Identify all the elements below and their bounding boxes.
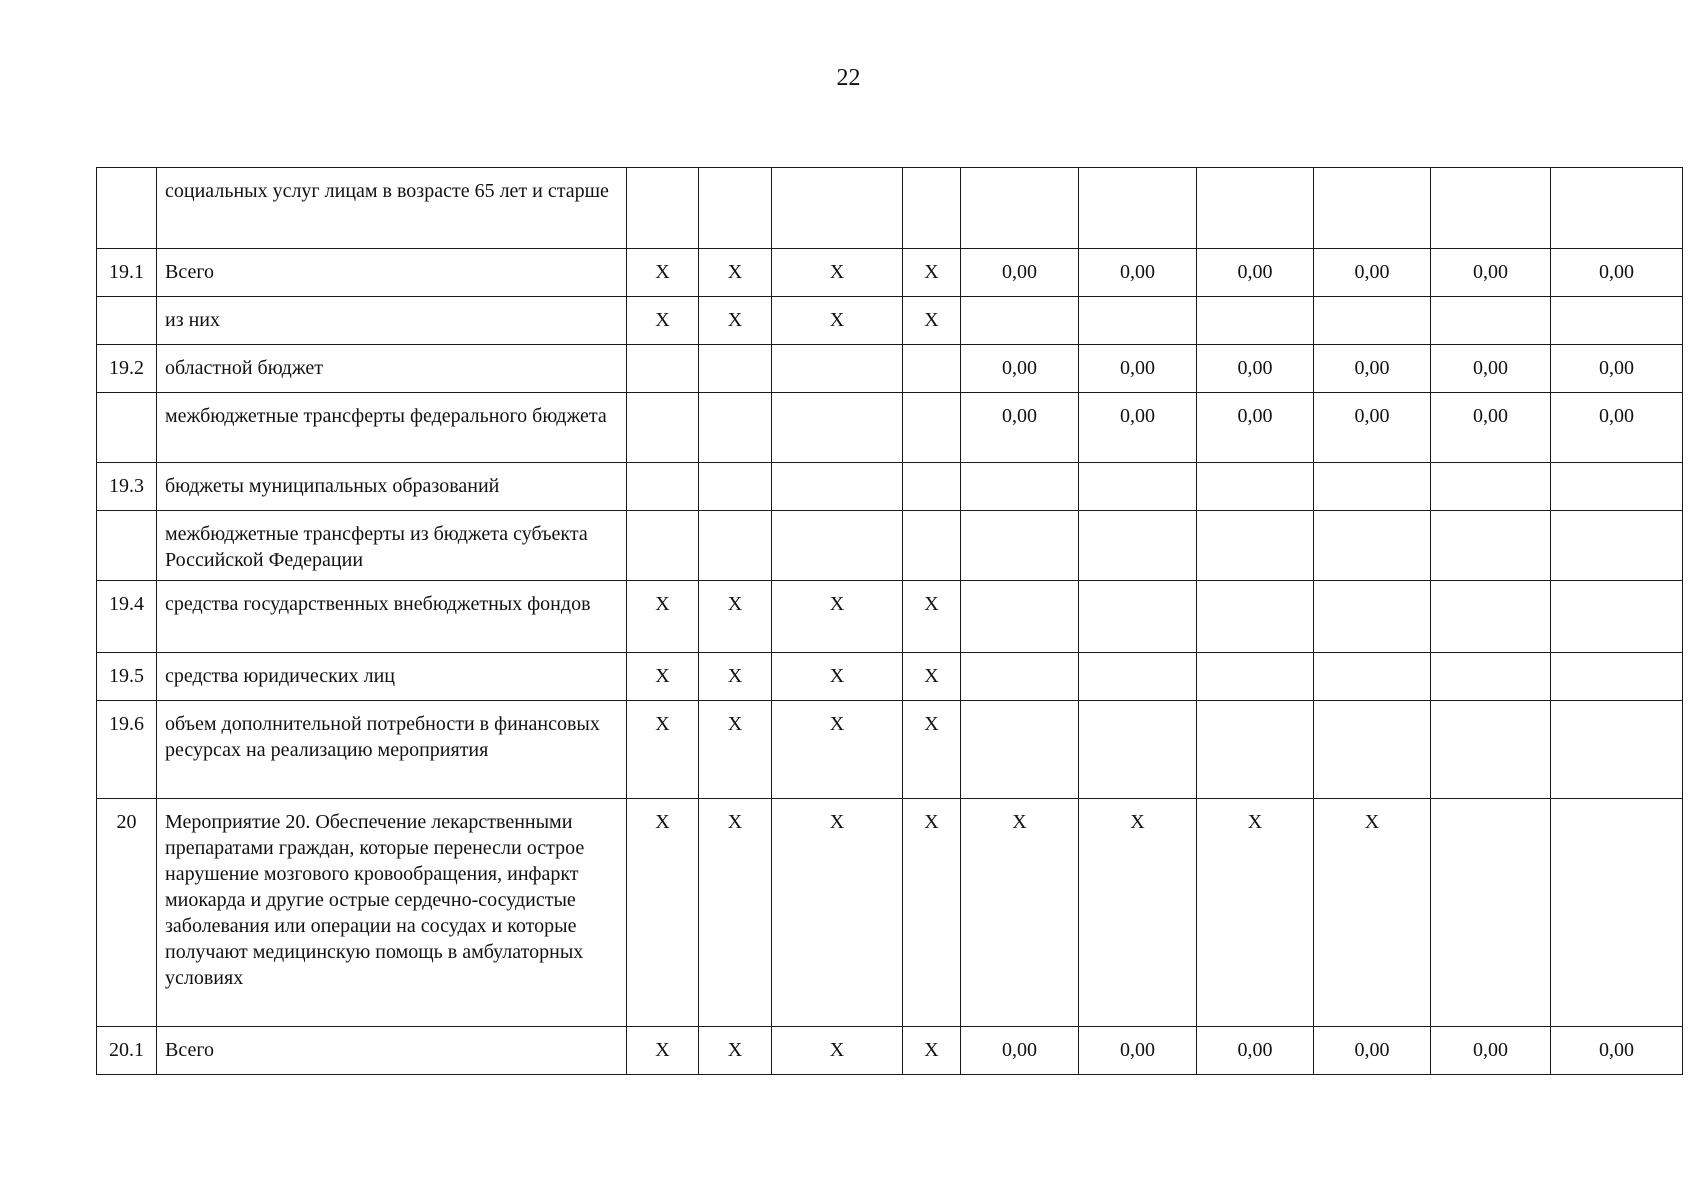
value-cell — [772, 345, 903, 393]
value-cell — [1431, 297, 1551, 345]
value-cell — [699, 393, 772, 463]
value-cell — [772, 393, 903, 463]
value-cell: Х — [903, 581, 961, 653]
value-cell — [1079, 653, 1197, 701]
value-cell: 0,00 — [961, 1027, 1079, 1075]
value-cell — [903, 511, 961, 581]
row-number-cell — [97, 168, 157, 249]
row-description-cell: межбюджетные трансферты федерального бюджета — [157, 393, 627, 463]
financing-table — [96, 167, 1683, 1075]
value-cell — [1197, 581, 1314, 653]
value-cell: 0,00 — [1551, 249, 1683, 297]
row-number-cell: 19.2 — [97, 345, 157, 393]
value-cell: 0,00 — [961, 393, 1079, 463]
value-cell — [1197, 168, 1314, 249]
value-cell — [1197, 297, 1314, 345]
value-cell: 0,00 — [1551, 393, 1683, 463]
value-cell: Х — [699, 701, 772, 799]
value-cell — [1314, 168, 1431, 249]
value-cell — [961, 168, 1079, 249]
value-cell: 0,00 — [1551, 1027, 1683, 1075]
value-cell: Х — [627, 701, 699, 799]
value-cell — [699, 168, 772, 249]
value-cell: Х — [699, 1027, 772, 1075]
value-cell — [627, 345, 699, 393]
value-cell: 0,00 — [1314, 249, 1431, 297]
value-cell: Х — [1197, 799, 1314, 1027]
value-cell: Х — [903, 249, 961, 297]
value-cell: Х — [961, 799, 1079, 1027]
value-cell: Х — [627, 1027, 699, 1075]
table-row — [97, 701, 1683, 799]
page-number: 22 — [836, 65, 861, 91]
table-row — [97, 1027, 1683, 1075]
value-cell: 0,00 — [961, 249, 1079, 297]
value-cell: Х — [699, 297, 772, 345]
financing-table-container — [96, 167, 1683, 1075]
row-number-cell — [97, 393, 157, 463]
table-row — [97, 393, 1683, 463]
row-description-cell: из них — [157, 297, 627, 345]
value-cell — [1079, 581, 1197, 653]
value-cell — [1551, 168, 1683, 249]
table-row — [97, 581, 1683, 653]
value-cell: 0,00 — [1551, 345, 1683, 393]
value-cell — [961, 511, 1079, 581]
value-cell — [627, 463, 699, 511]
value-cell: 0,00 — [961, 345, 1079, 393]
row-description-cell: межбюджетные трансферты из бюджета субъекта Российской Федерации — [157, 511, 627, 581]
row-description-cell: Всего — [157, 1027, 627, 1075]
value-cell — [1431, 463, 1551, 511]
value-cell: Х — [699, 653, 772, 701]
row-number-cell: 20 — [97, 799, 157, 1027]
value-cell — [1197, 463, 1314, 511]
table-row — [97, 799, 1683, 1027]
value-cell: Х — [627, 249, 699, 297]
value-cell — [1431, 168, 1551, 249]
row-number-cell: 20.1 — [97, 1027, 157, 1075]
value-cell: Х — [772, 1027, 903, 1075]
value-cell — [1079, 297, 1197, 345]
value-cell — [1079, 463, 1197, 511]
row-number-cell: 19.5 — [97, 653, 157, 701]
value-cell — [699, 511, 772, 581]
value-cell: Х — [627, 653, 699, 701]
row-number-cell: 19.3 — [97, 463, 157, 511]
value-cell: Х — [1079, 799, 1197, 1027]
row-number-cell — [97, 511, 157, 581]
value-cell: 0,00 — [1079, 345, 1197, 393]
value-cell — [903, 393, 961, 463]
value-cell — [1431, 701, 1551, 799]
value-cell: Х — [903, 297, 961, 345]
value-cell — [903, 345, 961, 393]
value-cell — [627, 393, 699, 463]
value-cell — [961, 463, 1079, 511]
value-cell — [903, 463, 961, 511]
value-cell — [1431, 653, 1551, 701]
table-row — [97, 345, 1683, 393]
value-cell: 0,00 — [1197, 393, 1314, 463]
value-cell — [961, 653, 1079, 701]
value-cell — [699, 463, 772, 511]
value-cell: Х — [903, 1027, 961, 1075]
value-cell — [627, 511, 699, 581]
value-cell — [1551, 463, 1683, 511]
value-cell — [1551, 653, 1683, 701]
row-number-cell: 19.1 — [97, 249, 157, 297]
value-cell: 0,00 — [1197, 249, 1314, 297]
value-cell: Х — [772, 653, 903, 701]
value-cell: Х — [903, 653, 961, 701]
table-body — [97, 168, 1683, 1075]
value-cell — [1314, 701, 1431, 799]
value-cell — [1314, 511, 1431, 581]
value-cell: 0,00 — [1197, 1027, 1314, 1075]
row-description-cell: бюджеты муниципальных образований — [157, 463, 627, 511]
value-cell — [1079, 168, 1197, 249]
table-row — [97, 249, 1683, 297]
value-cell — [1314, 581, 1431, 653]
row-description-cell: средства юридических лиц — [157, 653, 627, 701]
value-cell — [627, 168, 699, 249]
table-row — [97, 511, 1683, 581]
value-cell — [1314, 297, 1431, 345]
value-cell — [961, 297, 1079, 345]
value-cell: 0,00 — [1314, 345, 1431, 393]
value-cell — [961, 701, 1079, 799]
value-cell: Х — [627, 799, 699, 1027]
value-cell — [699, 345, 772, 393]
value-cell — [1551, 297, 1683, 345]
value-cell: 0,00 — [1314, 393, 1431, 463]
value-cell — [1431, 799, 1551, 1027]
table-row — [97, 653, 1683, 701]
row-description-cell: социальных услуг лицам в возрасте 65 лет и старше — [157, 168, 627, 249]
value-cell — [772, 463, 903, 511]
value-cell: Х — [699, 249, 772, 297]
value-cell — [961, 581, 1079, 653]
value-cell: Х — [903, 799, 961, 1027]
value-cell: 0,00 — [1431, 345, 1551, 393]
value-cell — [1431, 511, 1551, 581]
value-cell: Х — [772, 249, 903, 297]
value-cell — [903, 168, 961, 249]
value-cell: Х — [1314, 799, 1431, 1027]
value-cell — [772, 511, 903, 581]
value-cell: Х — [903, 701, 961, 799]
value-cell: Х — [699, 799, 772, 1027]
row-description-cell: средства государственных внебюджетных фондов — [157, 581, 627, 653]
value-cell: Х — [772, 701, 903, 799]
value-cell — [772, 168, 903, 249]
value-cell: Х — [772, 799, 903, 1027]
row-description-cell: областной бюджет — [157, 345, 627, 393]
value-cell: Х — [627, 297, 699, 345]
value-cell: 0,00 — [1431, 249, 1551, 297]
value-cell — [1551, 581, 1683, 653]
value-cell — [1197, 511, 1314, 581]
value-cell: 0,00 — [1079, 249, 1197, 297]
value-cell: Х — [772, 297, 903, 345]
row-description-cell: объем дополнительной потребности в финансовых ресурсах на реализацию мероприятия — [157, 701, 627, 799]
row-description-cell: Мероприятие 20. Обеспечение лекарственными препаратами граждан, которые перенесли острое нарушение мозгового кровообращения, инфаркт миокарда и другие острые сердечно-сосудистые заболевания или операции на сосудах и которые получают медицинскую помощь в амбулаторных условиях — [157, 799, 627, 1027]
value-cell: Х — [699, 581, 772, 653]
row-number-cell: 19.4 — [97, 581, 157, 653]
value-cell — [1551, 511, 1683, 581]
value-cell — [1431, 581, 1551, 653]
value-cell — [1197, 653, 1314, 701]
table-row — [97, 297, 1683, 345]
value-cell: 0,00 — [1431, 1027, 1551, 1075]
value-cell — [1079, 701, 1197, 799]
value-cell — [1197, 701, 1314, 799]
value-cell: 0,00 — [1314, 1027, 1431, 1075]
table-row — [97, 463, 1683, 511]
value-cell — [1551, 799, 1683, 1027]
value-cell — [1079, 511, 1197, 581]
value-cell: Х — [772, 581, 903, 653]
row-description-cell: Всего — [157, 249, 627, 297]
row-number-cell: 19.6 — [97, 701, 157, 799]
value-cell — [1551, 701, 1683, 799]
value-cell: 0,00 — [1197, 345, 1314, 393]
value-cell — [1314, 463, 1431, 511]
value-cell: 0,00 — [1079, 393, 1197, 463]
value-cell: Х — [627, 581, 699, 653]
value-cell: 0,00 — [1431, 393, 1551, 463]
table-row — [97, 168, 1683, 249]
row-number-cell — [97, 297, 157, 345]
value-cell: 0,00 — [1079, 1027, 1197, 1075]
value-cell — [1314, 653, 1431, 701]
